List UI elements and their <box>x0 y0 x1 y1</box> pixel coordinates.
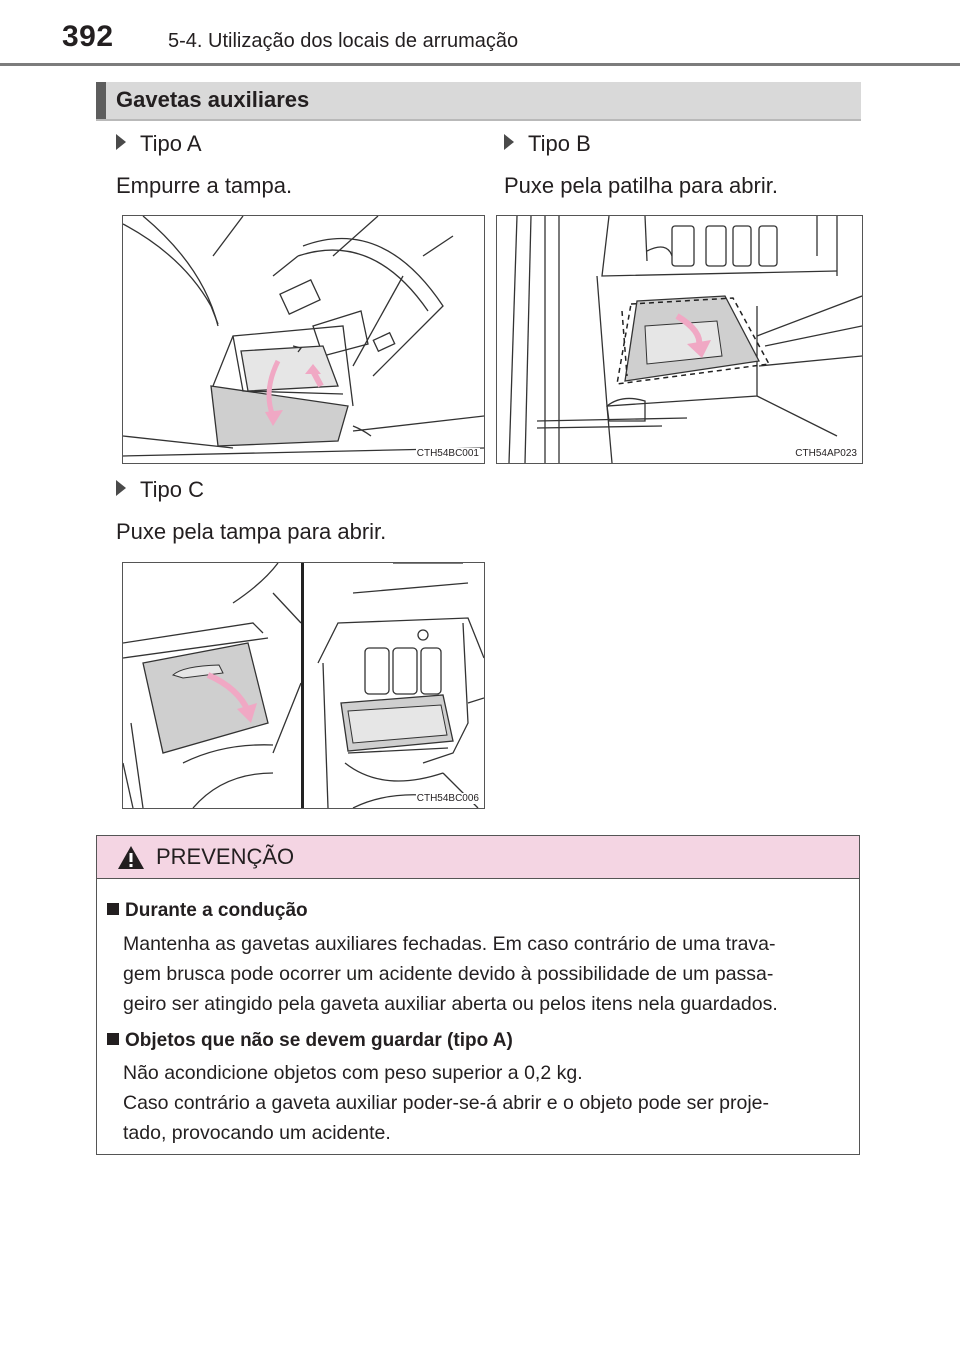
caution-box <box>96 835 860 1155</box>
figure-type-c-illustration <box>123 563 484 808</box>
section-accent <box>96 82 106 119</box>
divider-line <box>301 563 304 808</box>
caution-heading: PREVENÇÃO <box>156 844 295 869</box>
type-c-label: Tipo C <box>140 477 204 502</box>
figure-type-b <box>496 215 863 464</box>
header-rule <box>0 63 960 66</box>
caution-header <box>97 836 859 879</box>
figure-type-a <box>122 215 485 464</box>
type-a-heading <box>116 131 202 157</box>
figure-code: CTH54AP023 <box>795 448 857 459</box>
square-bullet-icon <box>107 903 119 915</box>
caution-item-text: Não acondicione objetos com peso superior a 0,2 kg. Caso contrário a gaveta auxiliar poder-se-á abrir e o objeto pode ser proje- tado, provocando um acidente. <box>123 1062 770 1144</box>
triangle-bullet-icon <box>116 480 126 496</box>
caution-item-title: Durante a condução <box>107 900 308 922</box>
section-title: Gavetas auxiliares <box>116 87 310 112</box>
section-title-bar <box>96 82 861 121</box>
figure-code: CTH54BC001 <box>416 448 479 459</box>
type-b-description: Puxe pela patilha para abrir. <box>504 173 778 198</box>
warning-icon <box>117 845 145 870</box>
square-bullet-icon <box>107 1033 119 1045</box>
caution-item-title: Objetos que não se devem guardar (tipo A) <box>107 1030 513 1052</box>
type-c-heading <box>116 477 204 503</box>
type-b-label: Tipo B <box>528 131 591 156</box>
type-b-heading <box>504 131 591 157</box>
type-a-label: Tipo A <box>140 131 202 156</box>
figure-type-b-illustration <box>497 216 862 463</box>
triangle-bullet-icon <box>116 134 126 150</box>
figure-type-c <box>122 562 485 809</box>
triangle-bullet-icon <box>504 134 514 150</box>
figure-code: CTH54BC006 <box>416 793 479 804</box>
page-header <box>0 0 960 66</box>
page-number: 392 <box>62 20 114 53</box>
type-a-description: Empurre a tampa. <box>116 173 293 198</box>
chapter-title: 5-4. Utilização dos locais de arrumação <box>168 30 519 52</box>
type-c-description: Puxe pela tampa para abrir. <box>116 519 387 544</box>
figure-type-a-illustration <box>123 216 484 463</box>
caution-item-text: Mantenha as gavetas auxiliares fechadas. Em caso contrário de uma trava- gem brusca pode ocorrer um acidente devido à possibilidade de um passa- geiro ser atingido pela gaveta auxiliar aberta ou pelos itens nela guardados. <box>123 933 778 1015</box>
